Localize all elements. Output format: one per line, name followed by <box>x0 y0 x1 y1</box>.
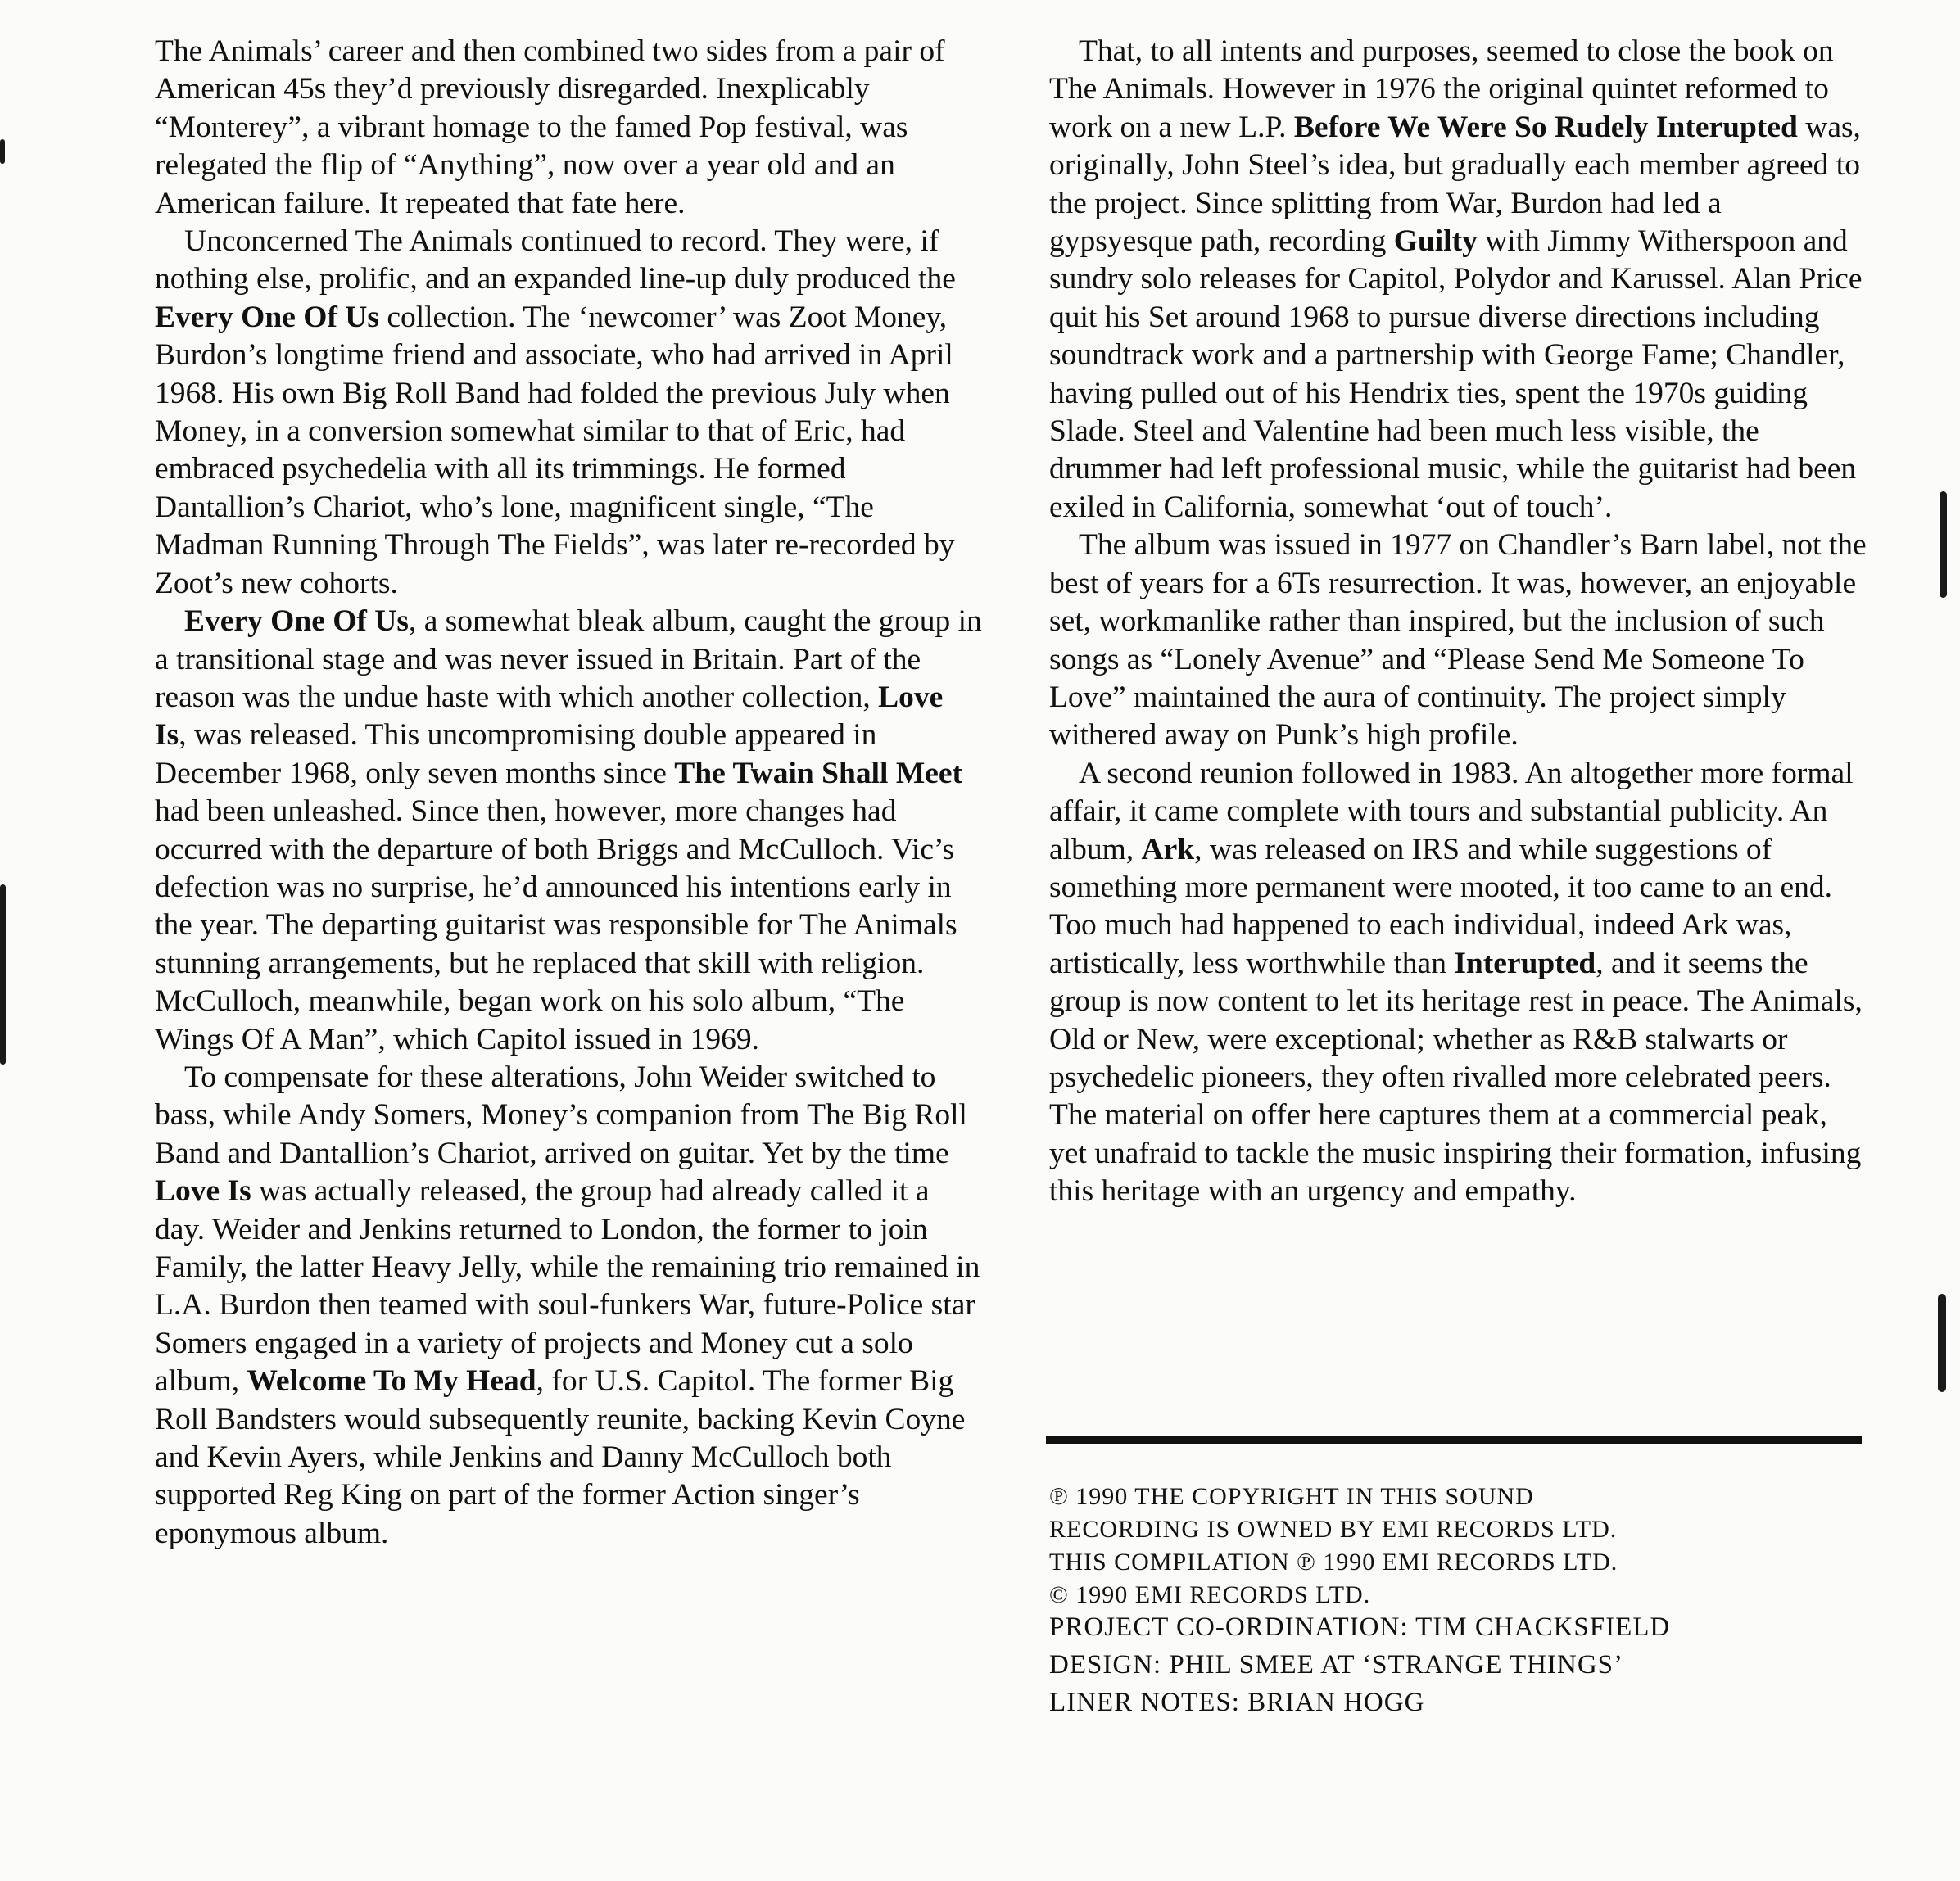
album-title: The Twain Shall Meet <box>674 756 962 790</box>
paragraph: The Animals’ career and then combined two sides from a pair of American 45s they’d previously disregarded. Inexplicably “Monterey”, a vibrant homage to the famed Pop festival, was relegated the flip of “Anything”, now over a year old and an American failure. It repeated that fate here. <box>155 34 945 220</box>
production-credits <box>1049 1608 1868 1721</box>
album-title: Interupted <box>1454 946 1596 980</box>
album-title: Every One Of Us <box>155 300 379 334</box>
paragraph: The album was issued in 1977 on Chandler’s Barn label, not the best of years for a 6Ts resurrection. It was, however, an enjoyable set, workmanlike rather than inspired, but the inclusion of such songs as “Lonely Avenue” and “Please Send Me Someone To Love” maintained the aura of continuity. The project simply withered away on Punk’s high profile. <box>1049 528 1867 753</box>
paragraph: To compensate for these alterations, John Weider switched to bass, while Andy Somers, Money’s companion from The Big Roll Band and Dantallion’s Chariot, arrived on guitar. Yet by the time Love Is was actually released, the group had already called it a day. Weider and Jenkins returned to London, the former to join Family, the latter Heavy Jelly, while the remaining trio remained in L.A. Burdon then teamed with soul-funkers War, future-Police star Somers engaged in a variety of projects and Money cut a solo album, Welcome To My Head, for U.S. Capitol. The former Big Roll Bandsters would subsequently reunite, backing Kevin Coyne and Kevin Ayers, while Jenkins and Danny McCulloch both supported Reg King on part of the former Action singer’s eponymous album. <box>155 1060 980 1550</box>
left-text-column <box>155 33 982 1553</box>
paragraph: That, to all intents and purposes, seemed to close the book on The Animals. However in 1976 the original quintet reformed to work on a new L.P. Before We Were So Rudely Interupted was, originally, John Steel’s idea, but gradually each member agreed to the project. Since splitting from War, Burdon had led a gypsyesque path, recording Guilty with Jimmy Witherspoon and sundry solo releases for Capitol, Polydor and Karussel. Alan Price quit his Set around 1968 to pursue diverse directions including soundtrack work and a partnership with George Fame; Chandler, having pulled out of his Hendrix ties, spent the 1970s guiding Slade. Steel and Valentine had been much less visible, the drummer had left professional music, while the guitarist had been exiled in California, somewhat ‘out of touch’. <box>1049 34 1863 524</box>
album-title: Ark <box>1141 832 1195 866</box>
copyright-line: THIS COMPILATION ℗ 1990 EMI RECORDS LTD. <box>1049 1549 1618 1576</box>
right-text-column <box>1049 33 1868 1211</box>
copyright-line: RECORDING IS OWNED BY EMI RECORDS LTD. <box>1049 1516 1618 1543</box>
copyright-line: © 1990 EMI RECORDS LTD. <box>1049 1581 1371 1608</box>
scan-edge-mark-right <box>1938 1294 1946 1392</box>
paragraph: Unconcerned The Animals continued to record. They were, if nothing else, prolific, and an expanded line-up duly produced the Every One Of Us collection. The ‘newcomer’ was Zoot Money, Burdon’s longtime friend and associate, who had arrived in April 1968. His own Big Roll Band had folded the previous July when Money, in a conversion somewhat similar to that of Eric, had embraced psychedelia with all its trimmings. He formed Dantallion’s Chariot, who’s lone, magnificent single, “The Madman Running Through The Fields”, was later re-recorded by Zoot’s new cohorts. <box>155 224 956 600</box>
scan-edge-mark-right <box>1940 491 1947 598</box>
album-title: Every One Of Us <box>184 604 409 639</box>
album-title: Welcome To My Head <box>247 1364 536 1399</box>
credit-design: DESIGN: PHIL SMEE AT ‘STRANGE THINGS’ <box>1049 1650 1623 1680</box>
album-title: Love Is <box>155 1174 251 1209</box>
album-title: Before We Were So Rudely Interupted <box>1293 110 1798 144</box>
copyright-line: ℗ 1990 THE COPYRIGHT IN THIS SOUND <box>1049 1483 1534 1510</box>
album-title: Love Is <box>155 680 944 753</box>
scan-edge-mark-left <box>0 139 5 164</box>
copyright-notice <box>1049 1481 1868 1612</box>
divider-rule <box>1046 1436 1862 1444</box>
paragraph: Every One Of Us, a somewhat bleak album, caught the group in a transitional stage and was never issued in Britain. Part of the reason was the undue haste with which another collection, Love Is, was released. This uncompromising double appeared in December 1968, only seven months since The Twain Shall Meet had been unleashed. Since then, however, more changes had occurred with the departure of both Briggs and McCulloch. Vic’s defection was no surprise, he’d announced his intentions early in the year. The departing guitarist was responsible for The Animals stunning arrangements, but he replaced that skill with religion. McCulloch, meanwhile, began work on his solo album, “The Wings Of A Man”, which Capitol issued in 1969. <box>155 604 982 1056</box>
scan-edge-mark-left <box>0 884 6 1065</box>
album-title: Guilty <box>1393 224 1478 259</box>
paragraph: A second reunion followed in 1983. An altogether more formal affair, it came complete with tours and substantial publicity. An album, Ark, was released on IRS and while suggestions of something more permanent were mooted, it too came to an end. Too much had happened to each individual, indeed Ark was, artistically, less worthwhile than Interupted, and it seems the group is now content to let its heritage rest in peace. The Animals, Old or New, were exceptional; whether as R&B stalwarts or psychedelic pioneers, they often rivalled more celebrated peers. The material on offer here captures them at a commercial peak, yet unafraid to tackle the music inspiring their formation, infusing this heritage with an urgency and empathy. <box>1049 756 1863 1209</box>
credit-liner-notes: LINER NOTES: BRIAN HOGG <box>1049 1688 1425 1717</box>
credit-coordination: PROJECT CO-ORDINATION: TIM CHACKSFIELD <box>1049 1612 1671 1642</box>
